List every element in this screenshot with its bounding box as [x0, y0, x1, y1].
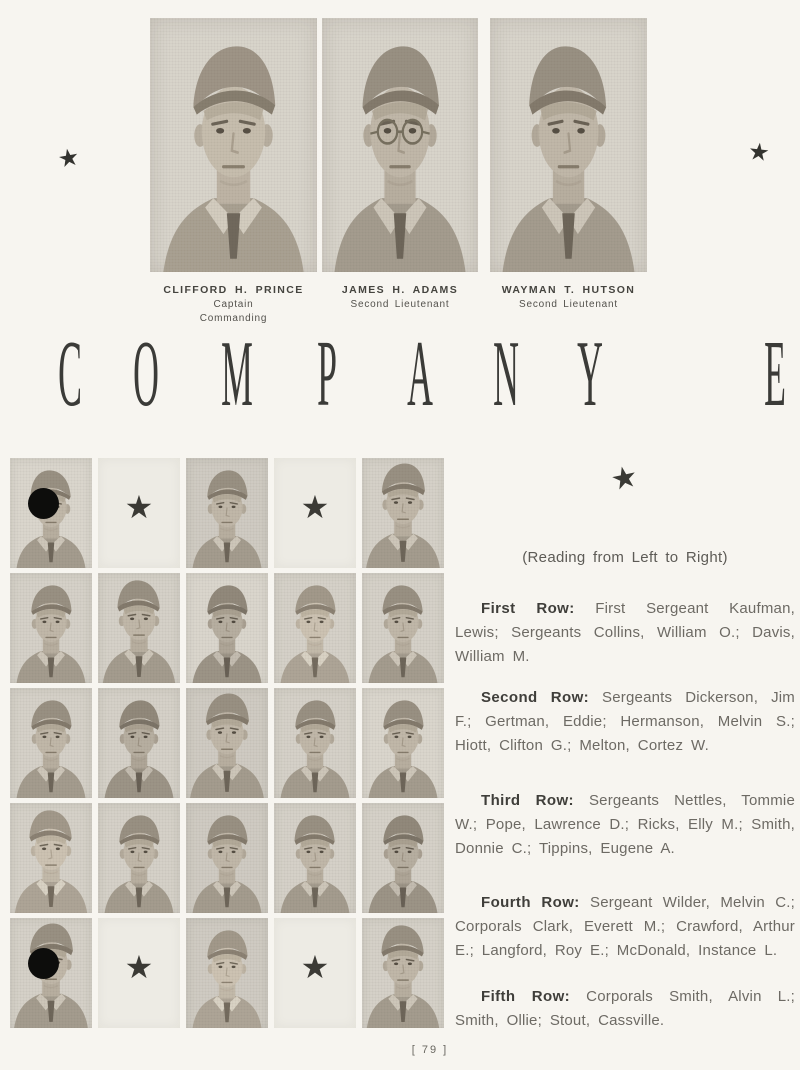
- portrait-photo: [186, 458, 268, 568]
- portrait-photo: [98, 803, 180, 913]
- reading-note: (Reading from Left to Right): [522, 549, 728, 566]
- star-placeholder: [98, 458, 180, 568]
- portrait-photo: [362, 688, 444, 798]
- soldier-illustration: [490, 18, 647, 272]
- roster-row-label: Fifth Row:: [481, 988, 571, 1005]
- title-letter: N: [493, 322, 519, 426]
- portrait-photo: [10, 688, 92, 798]
- officer-caption: [490, 284, 647, 310]
- star-icon: ★: [55, 143, 82, 174]
- officer-caption: [150, 284, 317, 324]
- roster-row-names: Sergeants Dickerson, Jim F.; Gertman, Eddie; Hermanson, Melvin S.; Hiott, Clifton G.; Melton, Cortez W.: [455, 689, 796, 754]
- portrait-photo: [362, 573, 444, 683]
- portrait-photo: [274, 803, 356, 913]
- title-unit-letter: E: [764, 322, 786, 426]
- roster-row-label: Third Row:: [481, 792, 574, 809]
- star-placeholder: [98, 918, 180, 1028]
- soldier-illustration: [322, 18, 478, 272]
- portrait-photo: [10, 803, 92, 913]
- portrait-photo: [274, 573, 356, 683]
- title-letter: C: [58, 322, 82, 426]
- portrait-photo: [186, 573, 268, 683]
- portrait-photo: [322, 18, 478, 272]
- portrait-photo: [362, 803, 444, 913]
- portrait-photo: [186, 688, 268, 798]
- officer-rank: Second Lieutenant: [350, 299, 450, 310]
- roster-row-names: Sergeants Nettles, Tommie W.; Pope, Lawrence D.; Ricks, Elly M.; Smith, Donnie C.; Tippins, Eugene A.: [455, 792, 795, 857]
- officer-name: JAMES H. ADAMS: [341, 284, 459, 296]
- roster-row-names: First Sergeant Kaufman, Lewis; Sergeants Collins, William O.; Davis, William M.: [455, 600, 795, 665]
- title-letter: Y: [577, 322, 603, 426]
- portrait-photo: [98, 688, 180, 798]
- portrait-photo: [362, 918, 444, 1028]
- officer-rank: Second Lieutenant: [518, 299, 618, 310]
- censor-dot: [28, 488, 59, 519]
- star-icon: ★: [124, 489, 154, 525]
- roster-row-label: Fourth Row:: [481, 894, 580, 911]
- star-icon: ★: [300, 949, 330, 985]
- censor-dot: [28, 948, 59, 979]
- title-letter: A: [407, 322, 433, 426]
- officer-portrait: [322, 18, 478, 310]
- roster-row-fifth: [455, 985, 795, 1033]
- title-letter: P: [317, 322, 337, 426]
- star-placeholder: [274, 918, 356, 1028]
- officer-rank: Captain: [213, 299, 254, 310]
- portrait-photo: [98, 573, 180, 683]
- star-placeholder: [274, 458, 356, 568]
- portrait-photo: [274, 688, 356, 798]
- officer-name: WAYMAN T. HUTSON: [501, 284, 636, 296]
- soldier-illustration: [150, 18, 317, 272]
- officer-role: Commanding: [199, 313, 268, 324]
- star-icon: ★: [746, 137, 771, 168]
- star-icon: ★: [300, 489, 330, 525]
- roster-row-third: [455, 789, 795, 861]
- officer-caption: [322, 284, 478, 310]
- title-letter: O: [133, 322, 159, 426]
- roster-row-label: Second Row:: [481, 689, 590, 706]
- portrait-photo: [490, 18, 647, 272]
- portrait-photo: [186, 803, 268, 913]
- star-icon: ★: [607, 459, 641, 498]
- portrait-photo-censored: [10, 458, 92, 568]
- roster-row-first: [455, 597, 795, 669]
- portrait-photo: [186, 918, 268, 1028]
- title-letter: M: [221, 322, 253, 426]
- page-number: [ 79 ]: [411, 1044, 449, 1056]
- star-icon: ★: [124, 949, 154, 985]
- portrait-photo: [10, 573, 92, 683]
- officer-portrait: [490, 18, 647, 310]
- roster-row-names: Sergeant Wilder, Melvin C.; Corporals Clark, Everett M.; Crawford, Arthur E.; Langford, Roy E.; McDonald, Instance L.: [455, 894, 795, 959]
- photo-grid: [10, 458, 444, 1028]
- portrait-photo-censored: [10, 918, 92, 1028]
- portrait-photo: [362, 458, 444, 568]
- roster-row-names: Corporals Smith, Alvin L.; Smith, Ollie; Stout, Cassville.: [455, 988, 795, 1029]
- roster-row-second: [455, 686, 795, 758]
- officer-portrait: [150, 18, 317, 324]
- officer-name: CLIFFORD H. PRINCE: [163, 284, 304, 296]
- roster-row-label: First Row:: [481, 600, 575, 617]
- roster-row-fourth: [455, 891, 795, 963]
- portrait-photo: [150, 18, 317, 272]
